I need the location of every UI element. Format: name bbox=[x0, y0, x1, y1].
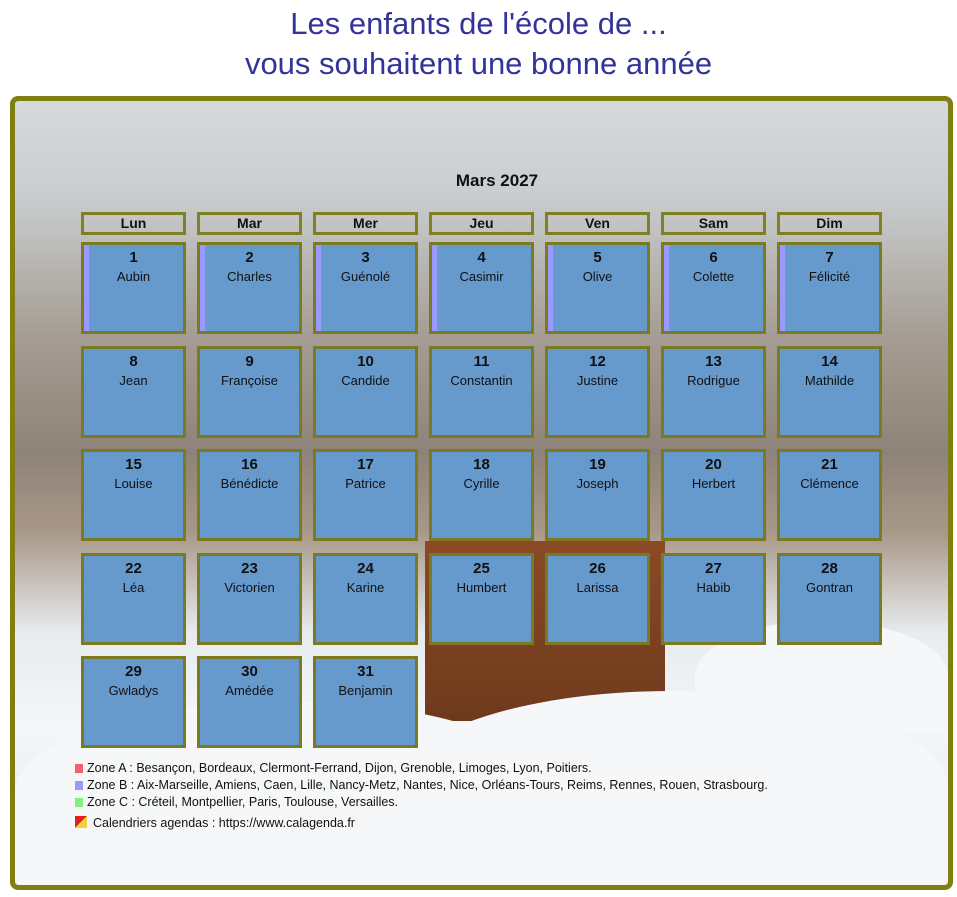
day-number: 9 bbox=[245, 353, 254, 370]
day-number: 17 bbox=[357, 456, 374, 473]
saint-name: Françoise bbox=[220, 373, 279, 388]
saint-name: Candide bbox=[341, 373, 390, 388]
calagenda-logo-icon bbox=[75, 816, 87, 828]
day-cell[interactable] bbox=[197, 656, 302, 748]
credit-link[interactable] bbox=[75, 816, 355, 830]
day-number: 14 bbox=[821, 353, 838, 370]
saint-name: Bénédicte bbox=[220, 476, 279, 491]
legend-zone-a bbox=[75, 761, 592, 775]
saint-name: Rodrigue bbox=[687, 373, 740, 388]
day-number: 16 bbox=[241, 456, 258, 473]
day-cell[interactable] bbox=[545, 242, 650, 334]
day-number: 28 bbox=[821, 560, 838, 577]
day-cell[interactable] bbox=[197, 346, 302, 438]
day-number: 1 bbox=[129, 249, 138, 266]
day-cell[interactable] bbox=[313, 346, 418, 438]
saint-name: Olive bbox=[582, 269, 613, 284]
saint-name: Patrice bbox=[345, 476, 386, 491]
saint-name: Victorien bbox=[224, 580, 275, 595]
day-cell[interactable] bbox=[313, 242, 418, 334]
day-number: 10 bbox=[357, 353, 374, 370]
day-number: 22 bbox=[125, 560, 142, 577]
saint-name: Gwladys bbox=[108, 683, 159, 698]
day-number: 20 bbox=[705, 456, 722, 473]
day-cell[interactable] bbox=[777, 449, 882, 541]
day-number: 25 bbox=[473, 560, 490, 577]
month-title: Mars 2027 bbox=[455, 171, 539, 190]
zone-b-holiday-marker bbox=[316, 245, 321, 331]
day-cell[interactable] bbox=[313, 656, 418, 748]
day-cell[interactable] bbox=[81, 656, 186, 748]
saint-name: Aubin bbox=[116, 269, 151, 284]
day-cell[interactable] bbox=[81, 553, 186, 645]
day-number: 15 bbox=[125, 456, 142, 473]
weekday-header: Sam bbox=[661, 212, 766, 235]
saint-name: Joseph bbox=[576, 476, 619, 491]
greeting-line-1: Les enfants de l'école de ... bbox=[290, 6, 667, 41]
saint-name: Louise bbox=[114, 476, 153, 491]
day-cell[interactable] bbox=[661, 553, 766, 645]
day-number: 24 bbox=[357, 560, 374, 577]
zone-b-holiday-marker bbox=[84, 245, 89, 331]
legend-zone-a-text: Zone A : Besançon, Bordeaux, Clermont-Ferrand, Dijon, Grenoble, Limoges, Lyon, Poitiers. bbox=[87, 761, 592, 775]
day-cell[interactable] bbox=[545, 553, 650, 645]
saint-name: Félicité bbox=[808, 269, 851, 284]
saint-name: Casimir bbox=[459, 269, 504, 284]
day-number: 5 bbox=[593, 249, 602, 266]
saint-name: Justine bbox=[576, 373, 619, 388]
day-number: 30 bbox=[241, 663, 258, 680]
day-number: 23 bbox=[241, 560, 258, 577]
saint-name: Humbert bbox=[456, 580, 507, 595]
saint-name: Jean bbox=[119, 373, 148, 388]
day-number: 31 bbox=[357, 663, 374, 680]
day-number: 27 bbox=[705, 560, 722, 577]
day-number: 19 bbox=[589, 456, 606, 473]
legend-zone-b-text: Zone B : Aix-Marseille, Amiens, Caen, Lille, Nancy-Metz, Nantes, Nice, Orléans-Tours, Reims, Rennes, Rouen, Strasbourg. bbox=[87, 778, 768, 792]
day-number: 26 bbox=[589, 560, 606, 577]
day-number: 11 bbox=[473, 353, 490, 370]
day-number: 3 bbox=[361, 249, 370, 266]
day-number: 12 bbox=[589, 353, 606, 370]
legend-zone-b bbox=[75, 778, 768, 792]
saint-name: Karine bbox=[346, 580, 385, 595]
day-cell[interactable] bbox=[429, 449, 534, 541]
saint-name: Charles bbox=[227, 269, 272, 284]
day-cell[interactable] bbox=[313, 553, 418, 645]
day-number: 2 bbox=[245, 249, 254, 266]
saint-name: Amédée bbox=[225, 683, 274, 698]
weekday-header: Ven bbox=[545, 212, 650, 235]
saint-name: Clémence bbox=[800, 476, 859, 491]
zone-b-holiday-marker bbox=[548, 245, 553, 331]
day-cell[interactable] bbox=[429, 242, 534, 334]
day-number: 4 bbox=[477, 249, 486, 266]
saint-name: Guénolé bbox=[340, 269, 391, 284]
day-number: 7 bbox=[825, 249, 834, 266]
zone-a-swatch-icon bbox=[75, 764, 83, 773]
day-number: 21 bbox=[821, 456, 838, 473]
day-cell[interactable] bbox=[197, 449, 302, 541]
day-number: 13 bbox=[705, 353, 722, 370]
credit-text: Calendriers agendas : https://www.calagenda.fr bbox=[93, 816, 355, 830]
saint-name: Benjamin bbox=[338, 683, 393, 698]
day-cell[interactable] bbox=[661, 449, 766, 541]
day-cell[interactable] bbox=[81, 242, 186, 334]
day-cell[interactable] bbox=[661, 346, 766, 438]
weekday-header: Mar bbox=[197, 212, 302, 235]
day-cell[interactable] bbox=[81, 449, 186, 541]
day-cell[interactable] bbox=[197, 242, 302, 334]
day-cell[interactable] bbox=[429, 346, 534, 438]
day-cell[interactable] bbox=[313, 449, 418, 541]
saint-name: Habib bbox=[696, 580, 731, 595]
saint-name: Léa bbox=[122, 580, 145, 595]
day-number: 8 bbox=[129, 353, 138, 370]
weekday-header: Dim bbox=[777, 212, 882, 235]
weekday-header: Mer bbox=[313, 212, 418, 235]
zone-b-holiday-marker bbox=[200, 245, 205, 331]
day-number: 6 bbox=[709, 249, 718, 266]
day-cell[interactable] bbox=[777, 553, 882, 645]
saint-name: Colette bbox=[692, 269, 735, 284]
day-number: 29 bbox=[125, 663, 142, 680]
saint-name: Gontran bbox=[806, 580, 853, 595]
day-cell[interactable] bbox=[81, 346, 186, 438]
day-cell[interactable] bbox=[661, 242, 766, 334]
zone-b-holiday-marker bbox=[664, 245, 669, 331]
legend-zone-c bbox=[75, 795, 398, 809]
saint-name: Mathilde bbox=[804, 373, 855, 388]
zone-b-holiday-marker bbox=[432, 245, 437, 331]
greeting-line-2: vous souhaitent une bonne année bbox=[244, 46, 713, 81]
saint-name: Constantin bbox=[450, 373, 513, 388]
day-cell[interactable] bbox=[777, 346, 882, 438]
saint-name: Herbert bbox=[691, 476, 736, 491]
zone-c-swatch-icon bbox=[75, 798, 83, 807]
day-cell[interactable] bbox=[545, 346, 650, 438]
day-cell[interactable] bbox=[545, 449, 650, 541]
zone-b-swatch-icon bbox=[75, 781, 83, 790]
day-number: 18 bbox=[473, 456, 490, 473]
weekday-header: Lun bbox=[81, 212, 186, 235]
saint-name: Larissa bbox=[576, 580, 619, 595]
day-cell[interactable] bbox=[777, 242, 882, 334]
zone-b-holiday-marker bbox=[780, 245, 785, 331]
calendar-frame bbox=[10, 96, 953, 890]
day-cell[interactable] bbox=[429, 553, 534, 645]
day-cell[interactable] bbox=[197, 553, 302, 645]
saint-name: Cyrille bbox=[463, 476, 500, 491]
legend-zone-c-text: Zone C : Créteil, Montpellier, Paris, Toulouse, Versailles. bbox=[87, 795, 399, 809]
weekday-header: Jeu bbox=[429, 212, 534, 235]
